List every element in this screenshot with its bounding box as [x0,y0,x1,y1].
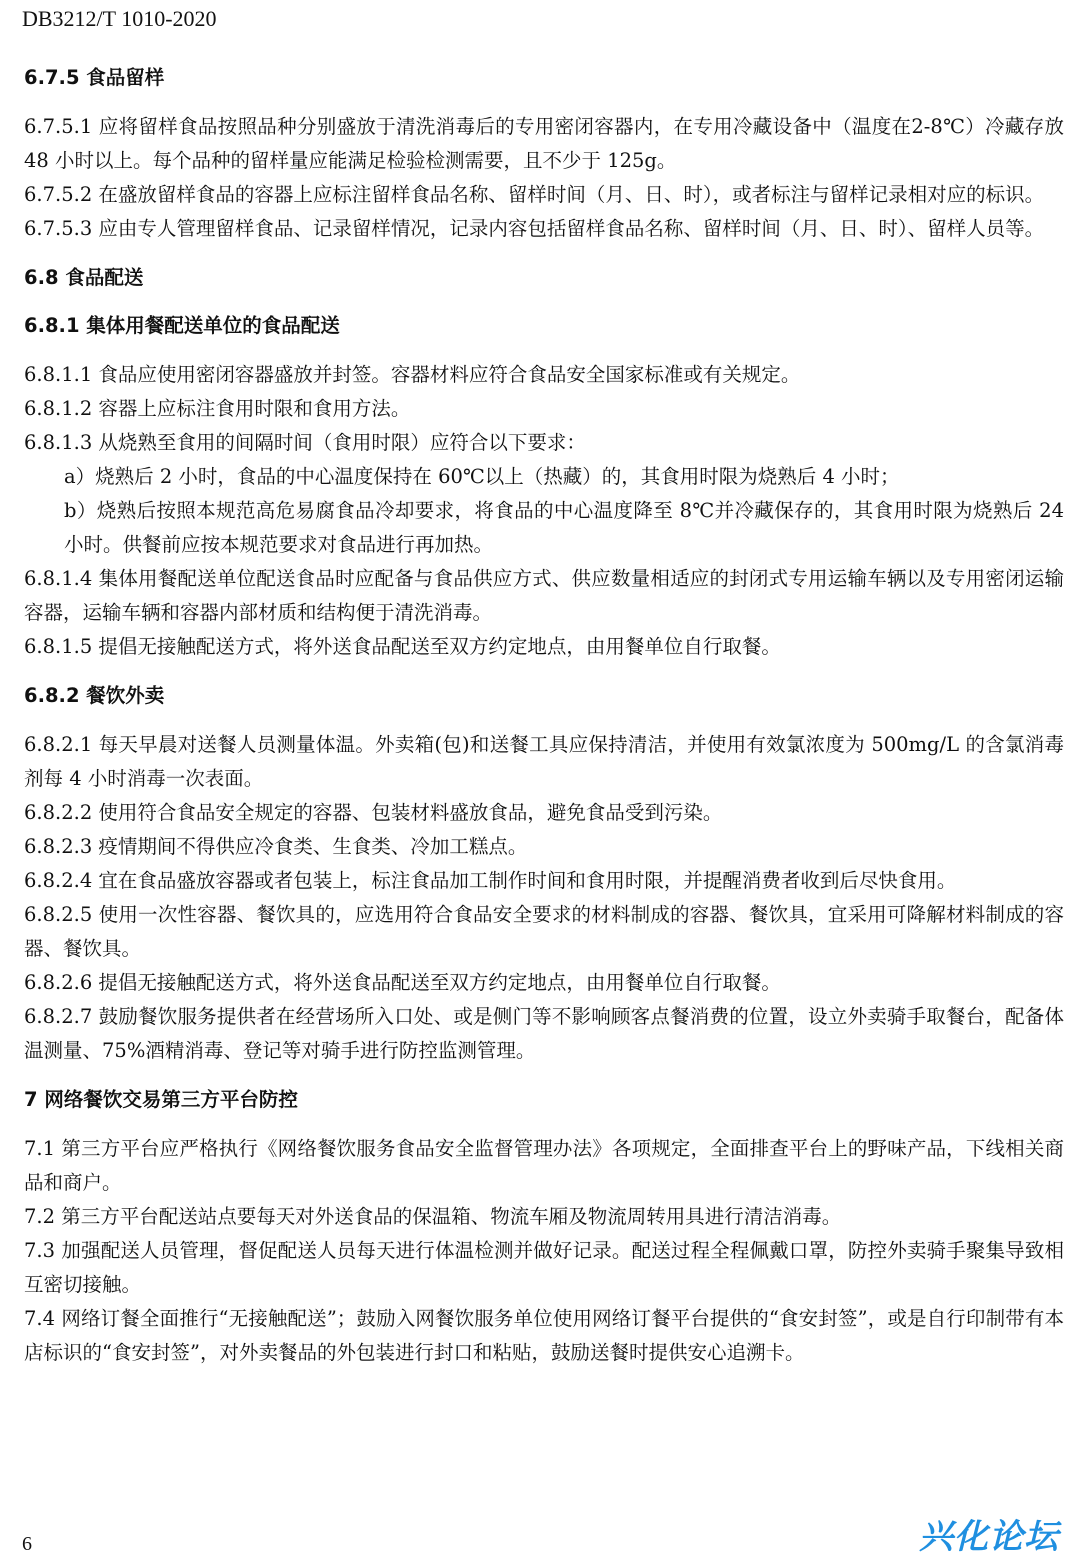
clause: 7.3 加强配送人员管理，督促配送人员每天进行体温检测并做好记录。配送过程全程佩戴口罩，防控外卖骑手聚集导致相互密切接触。 [24,1239,1064,1296]
page-number: 6 [22,1533,32,1555]
watermark-logo [908,1507,1070,1559]
clause: 6.8.1.2 容器上应标注食用时限和食用方法。 [24,397,411,420]
section-heading: 7 网络餐饮交易第三方平台防控 [24,1088,298,1111]
clause: 6.8.2.5 使用一次性容器、餐饮具的，应选用符合食品安全要求的材料制成的容器、餐饮具，宜采用可降解材料制成的容器、餐饮具。 [24,903,1064,960]
clause: 6.8.2.7 鼓励餐饮服务提供者在经营场所入口处、或是侧门等不影响顾客点餐消费的位置，设立外卖骑手取餐台，配备体温测量、75%酒精消毒、登记等对骑手进行防控监测管理。 [24,1005,1064,1062]
clause: 6.7.5.2 在盛放留样食品的容器上应标注留样食品名称、留样时间（月、日、时），或者标注与留样记录相对应的标识。 [24,183,1045,206]
section-heading: 6.8 食品配送 [24,266,144,289]
clause: 6.8.1.1 食品应使用密闭容器盛放并封签。容器材料应符合食品安全国家标准或有关规定。 [24,363,801,386]
section-heading: 6.8.1 集体用餐配送单位的食品配送 [24,314,340,337]
clause: 7.1 第三方平台应严格执行《网络餐饮服务食品安全监督管理办法》各项规定，全面排查平台上的野味产品，下线相关商品和商户。 [24,1137,1064,1194]
clause: 6.8.1.3 从烧熟至食用的间隔时间（食用时限）应符合以下要求： [24,431,586,454]
section-heading: 6.7.5 食品留样 [24,66,165,89]
clause: 6.8.1.5 提倡无接触配送方式，将外送食品配送至双方约定地点，由用餐单位自行取餐。 [24,635,781,658]
clause: 6.8.1.4 集体用餐配送单位配送食品时应配备与食品供应方式、供应数量相适应的封闭式专用运输车辆以及专用密闭运输容器，运输车辆和容器内部材质和结构便于清洗消毒。 [24,567,1064,624]
list-item: a）烧熟后 2 小时，食品的中心温度保持在 60℃以上（热藏）的，其食用时限为烧熟后 4 小时； [64,465,900,488]
watermark-text: 兴化论坛 [919,1516,1059,1557]
list-item: b）烧熟后按照本规范高危易腐食品冷却要求，将食品的中心温度降至 8℃并冷藏保存的，其食用时限为烧熟后 24 小时。供餐前应按本规范要求对食品进行再加热。 [64,499,1064,556]
clause: 6.8.2.6 提倡无接触配送方式，将外送食品配送至双方约定地点，由用餐单位自行取餐。 [24,971,781,994]
clause: 6.8.2.2 使用符合食品安全规定的容器、包装材料盛放食品，避免食品受到污染。 [24,801,723,824]
standard-number: DB3212/T 1010-2020 [22,6,217,31]
clause: 6.7.5.3 应由专人管理留样食品、记录留样情况，记录内容包括留样食品名称、留样时间（月、日、时）、留样人员等。 [24,217,1045,240]
clause: 6.8.2.3 疫情期间不得供应冷食类、生食类、冷加工糕点。 [24,835,528,858]
clause: 6.7.5.1 应将留样食品按照品种分别盛放于清洗消毒后的专用密闭容器内，在专用冷藏设备中（温度在2-8℃）冷藏存放 48 小时以上。每个品种的留样量应能满足检验检测需要，且不少于 125g。 [24,115,1064,172]
clause: 6.8.2.1 每天早晨对送餐人员测量体温。外卖箱(包)和送餐工具应保持清洁，并使用有效氯浓度为 500mg/L 的含氯消毒剂每 4 小时消毒一次表面。 [24,733,1064,790]
section-heading: 6.8.2 餐饮外卖 [24,684,165,707]
clause: 6.8.2.4 宜在食品盛放容器或者包装上，标注食品加工制作时间和食用时限，并提醒消费者收到后尽快食用。 [24,869,957,892]
document-body [24,62,1064,1370]
clause: 7.2 第三方平台配送站点要每天对外送食品的保温箱、物流车厢及物流周转用具进行清洁消毒。 [24,1205,842,1228]
clause: 7.4 网络订餐全面推行“无接触配送”；鼓励入网餐饮服务单位使用网络订餐平台提供的“食安封签”，或是自行印制带有本店标识的“食安封签”，对外卖餐品的外包装进行封口和粘贴，鼓励送餐时提供安心追溯卡。 [24,1307,1064,1364]
